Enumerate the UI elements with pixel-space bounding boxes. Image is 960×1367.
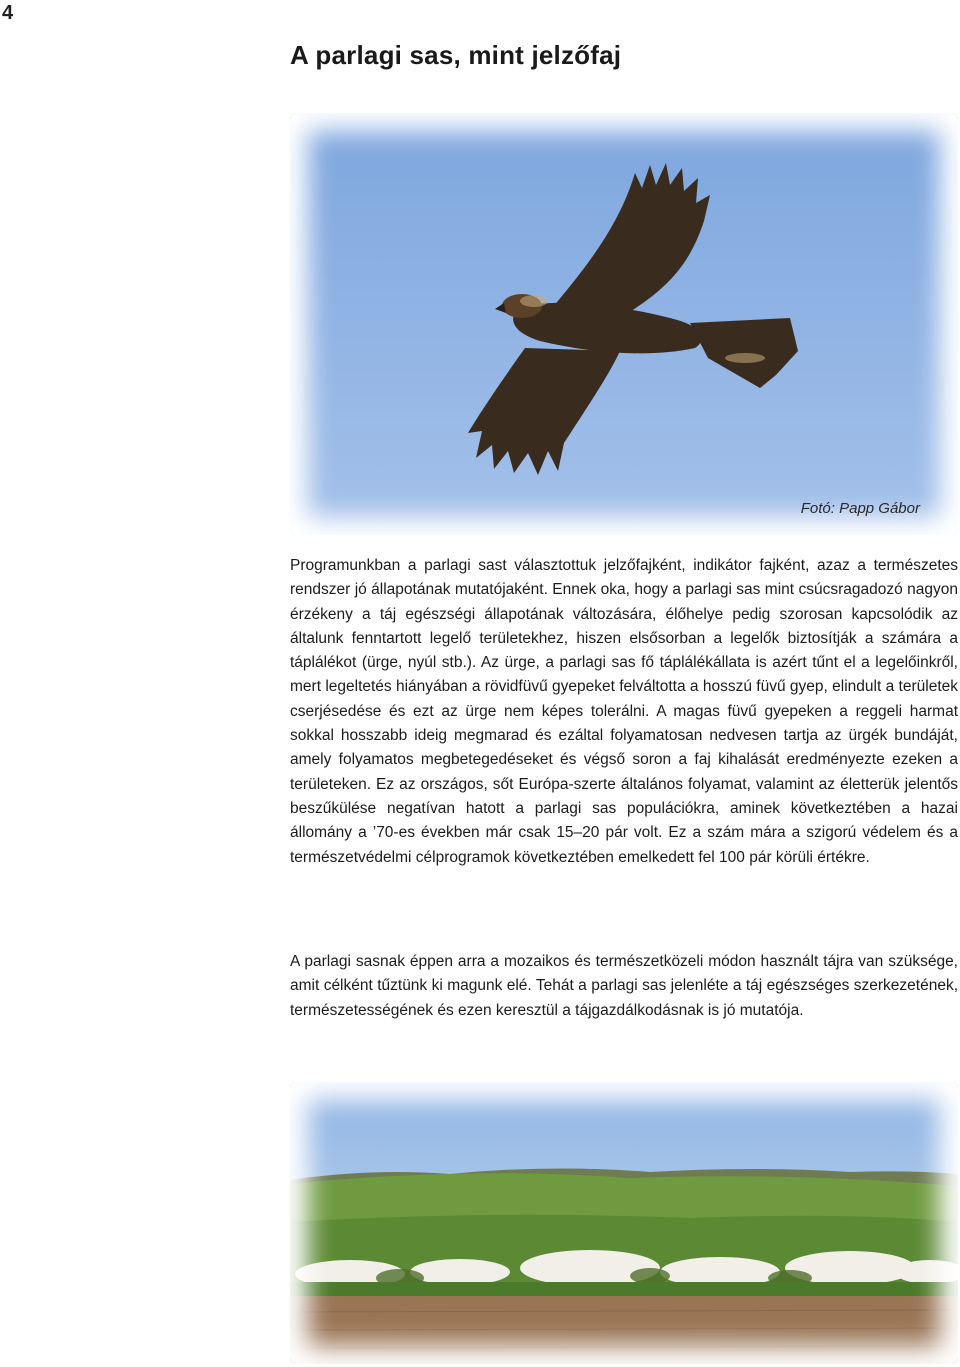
page-number: 4 <box>2 2 14 24</box>
eagle-photo <box>290 113 958 535</box>
landscape-photo <box>290 1082 958 1364</box>
page-title: A parlagi sas, mint jelzőfaj <box>290 40 622 70</box>
body-paragraph-2: A parlagi sasnak éppen arra a mozaikos és természetközeli módon használt tájra van szüksége, amit célként tűztünk ki magunk elé. Tehát a parlagi sas jelenléte a táj egészséges szerkezetének, természetességének és ezen keresztül a tájgazdálkodásnak is jó mutatója. <box>290 953 958 1019</box>
photo-caption: Fotó: Papp Gábor <box>800 500 920 517</box>
body-paragraph-1: Programunkban a parlagi sast választottuk jelzőfajként, indikátor fajként, azaz a természetes rendszer jó állapotának mutatójaként. Ennek oka, hogy a parlagi sas mint csúcsragadozó nagyon érzékeny a táj egészségi állapotának változására, élőhelye pedig szorosan kapcsolódik az általunk fenntartott legelő területekhez, hiszen elsősorban a legelők biztosítják a számára a táplálékot (ürge, nyúl stb.). Az ürge, a parlagi sas fő táplálékállata is azért tűnt el a legelőinkről, mert legeltetés hiányában a rövidfüvű gyepeket felváltotta a hosszú füvű gyep, elindult a területek cserjésedése és ezt az ürge nem képes tolerálni. A magas füvű gyepeken a reggeli harmat sokkal hosszabb ideig megmarad és ezáltal folyamatosan nedvesen tartja az ürgék bundáját, amely folyamatos megbetegedéseket és végső soron a faj kihalását eredményezte ezeken a területeken. Ez az országos, sőt Európa-szerte általános folyamat, valamint az életterük jelentős beszűkülése negatívan hatott a parlagi sas populációkra, aminek következtében a hazai állomány a ’70-es években már csak 15–20 pár volt. Ez a szám mára a szigorú védelem és a természetvédelmi célprogramok következtében emelkedett fel 100 pár körüli értékre. <box>290 557 958 866</box>
landscape-illustration <box>290 1082 958 1364</box>
eagle-illustration <box>290 113 958 535</box>
